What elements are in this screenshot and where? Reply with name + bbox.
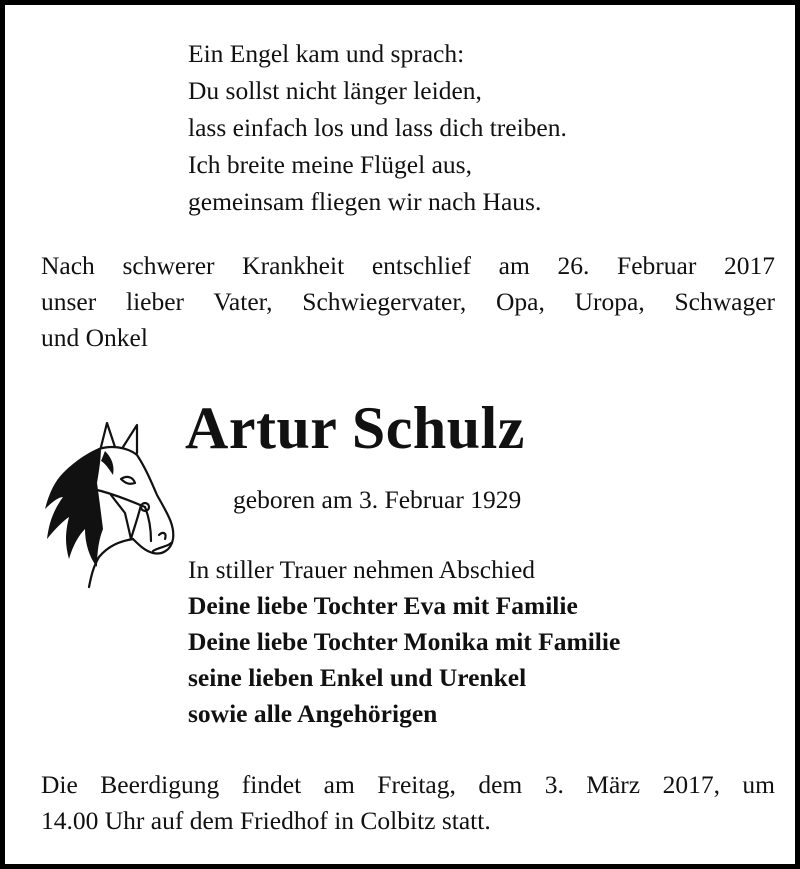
birth-date: geboren am 3. Februar 1929 <box>233 485 522 514</box>
poem-line: Du sollst nicht länger leiden, <box>188 76 482 105</box>
deceased-name: Artur Schulz <box>185 395 525 461</box>
funeral-details <box>41 767 775 839</box>
announcement-line: Nach schwerer Krankheit entschlief am 26. Februar 2017 <box>41 251 775 280</box>
mourner-line: Deine liebe Tochter Eva mit Familie <box>188 591 578 620</box>
announcement-line: unser lieber Vater, Schwiegervater, Opa, Uropa, Schwager <box>41 287 775 316</box>
death-announcement <box>41 248 775 356</box>
horse-head-icon <box>41 417 181 589</box>
poem-line: lass einfach los und lass dich treiben. <box>188 113 567 142</box>
poem <box>188 35 567 220</box>
mourners-heading: In stiller Trauer nehmen Abschied <box>188 555 536 584</box>
funeral-line: 14.00 Uhr auf dem Friedhof in Colbitz statt. <box>41 806 491 835</box>
announcement-line: und Onkel <box>41 323 148 352</box>
mourner-line: seine lieben Enkel und Urenkel <box>188 663 527 692</box>
mourner-line: sowie alle Angehörigen <box>188 699 438 728</box>
funeral-line: Die Beerdigung findet am Freitag, dem 3. März 2017, um <box>41 770 775 799</box>
mourners <box>188 552 620 732</box>
poem-line: Ich breite meine Flügel aus, <box>188 150 472 179</box>
poem-line: gemeinsam fliegen wir nach Haus. <box>188 187 542 216</box>
poem-line: Ein Engel kam und sprach: <box>188 39 465 68</box>
mourner-line: Deine liebe Tochter Monika mit Familie <box>188 627 621 656</box>
